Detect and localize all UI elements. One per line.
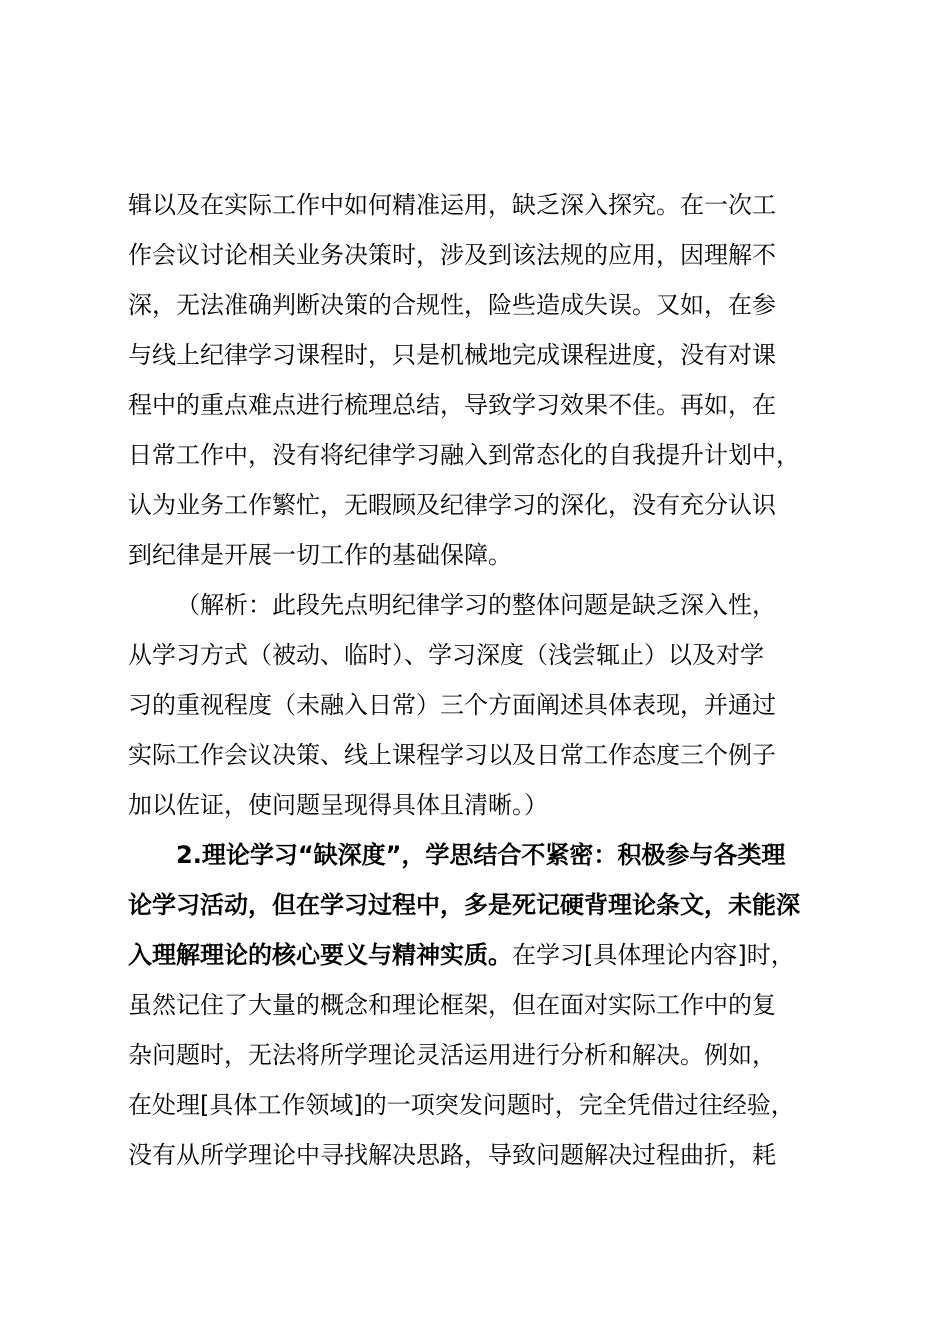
paragraph-3-heading-line: 论学习活动，但在学习过程中，多是死记硬背理论条文，未能深 xyxy=(128,891,800,919)
paragraph-2-line: 从学习方式（被动、临时）、学习深度（浅尝辄止）以及对学 xyxy=(128,641,764,669)
paragraph-3-line: 虽然记住了大量的概念和理论框架，但在面对实际工作中的复 xyxy=(128,991,776,1019)
paragraph-1-line: 作会议讨论相关业务决策时，涉及到该法规的应用，因理解不 xyxy=(128,241,776,269)
paragraph-3-mixed-line xyxy=(128,930,795,980)
paragraph-1-line: 深，无法准确判断决策的合规性，险些造成失误。又如，在参 xyxy=(128,291,776,319)
paragraph-3-heading-end: 入理解理论的核心要义与精神实质。 xyxy=(128,941,512,969)
paragraph-1-line: 到纪律是开展一切工作的基础保障。 xyxy=(128,541,512,569)
paragraph-2-line: 实际工作会议决策、线上课程学习以及日常工作态度三个例子 xyxy=(128,741,776,769)
paragraph-2-line: （解析：此段先点明纪律学习的整体问题是缺乏深入性， xyxy=(176,591,776,619)
paragraph-1-line: 与线上纪律学习课程时，只是机械地完成课程进度，没有对课 xyxy=(128,341,776,369)
paragraph-1-line: 程中的重点难点进行梳理总结，导致学习效果不佳。再如，在 xyxy=(128,391,776,419)
paragraph-2-line: 习的重视程度（未融入日常）三个方面阐述具体表现，并通过 xyxy=(128,691,776,719)
paragraph-3-line: 没有从所学理论中寻找解决思路，导致问题解决过程曲折，耗 xyxy=(128,1141,776,1169)
paragraph-3-line: 在处理[具体工作领域]的一项突发问题时，完全凭借过往经验， xyxy=(128,1091,795,1119)
paragraph-3-body-start: 在学习[具体理论内容]时， xyxy=(512,941,795,969)
paragraph-1-line: 日常工作中，没有将纪律学习融入到常态化的自我提升计划中， xyxy=(128,441,800,469)
paragraph-3-line: 杂问题时，无法将所学理论灵活运用进行分析和解决。例如， xyxy=(128,1041,776,1069)
paragraph-1-line: 认为业务工作繁忙，无暇顾及纪律学习的深化，没有充分认识 xyxy=(128,491,776,519)
paragraph-1-line: 辑以及在实际工作中如何精准运用，缺乏深入探究。在一次工 xyxy=(128,191,776,219)
paragraph-2-line: 加以佐证，使问题呈现得具体且清晰。） xyxy=(128,791,548,819)
paragraph-3-heading-line: 2.理论学习“缺深度”，学思结合不紧密：积极参与各类理 xyxy=(176,841,786,869)
